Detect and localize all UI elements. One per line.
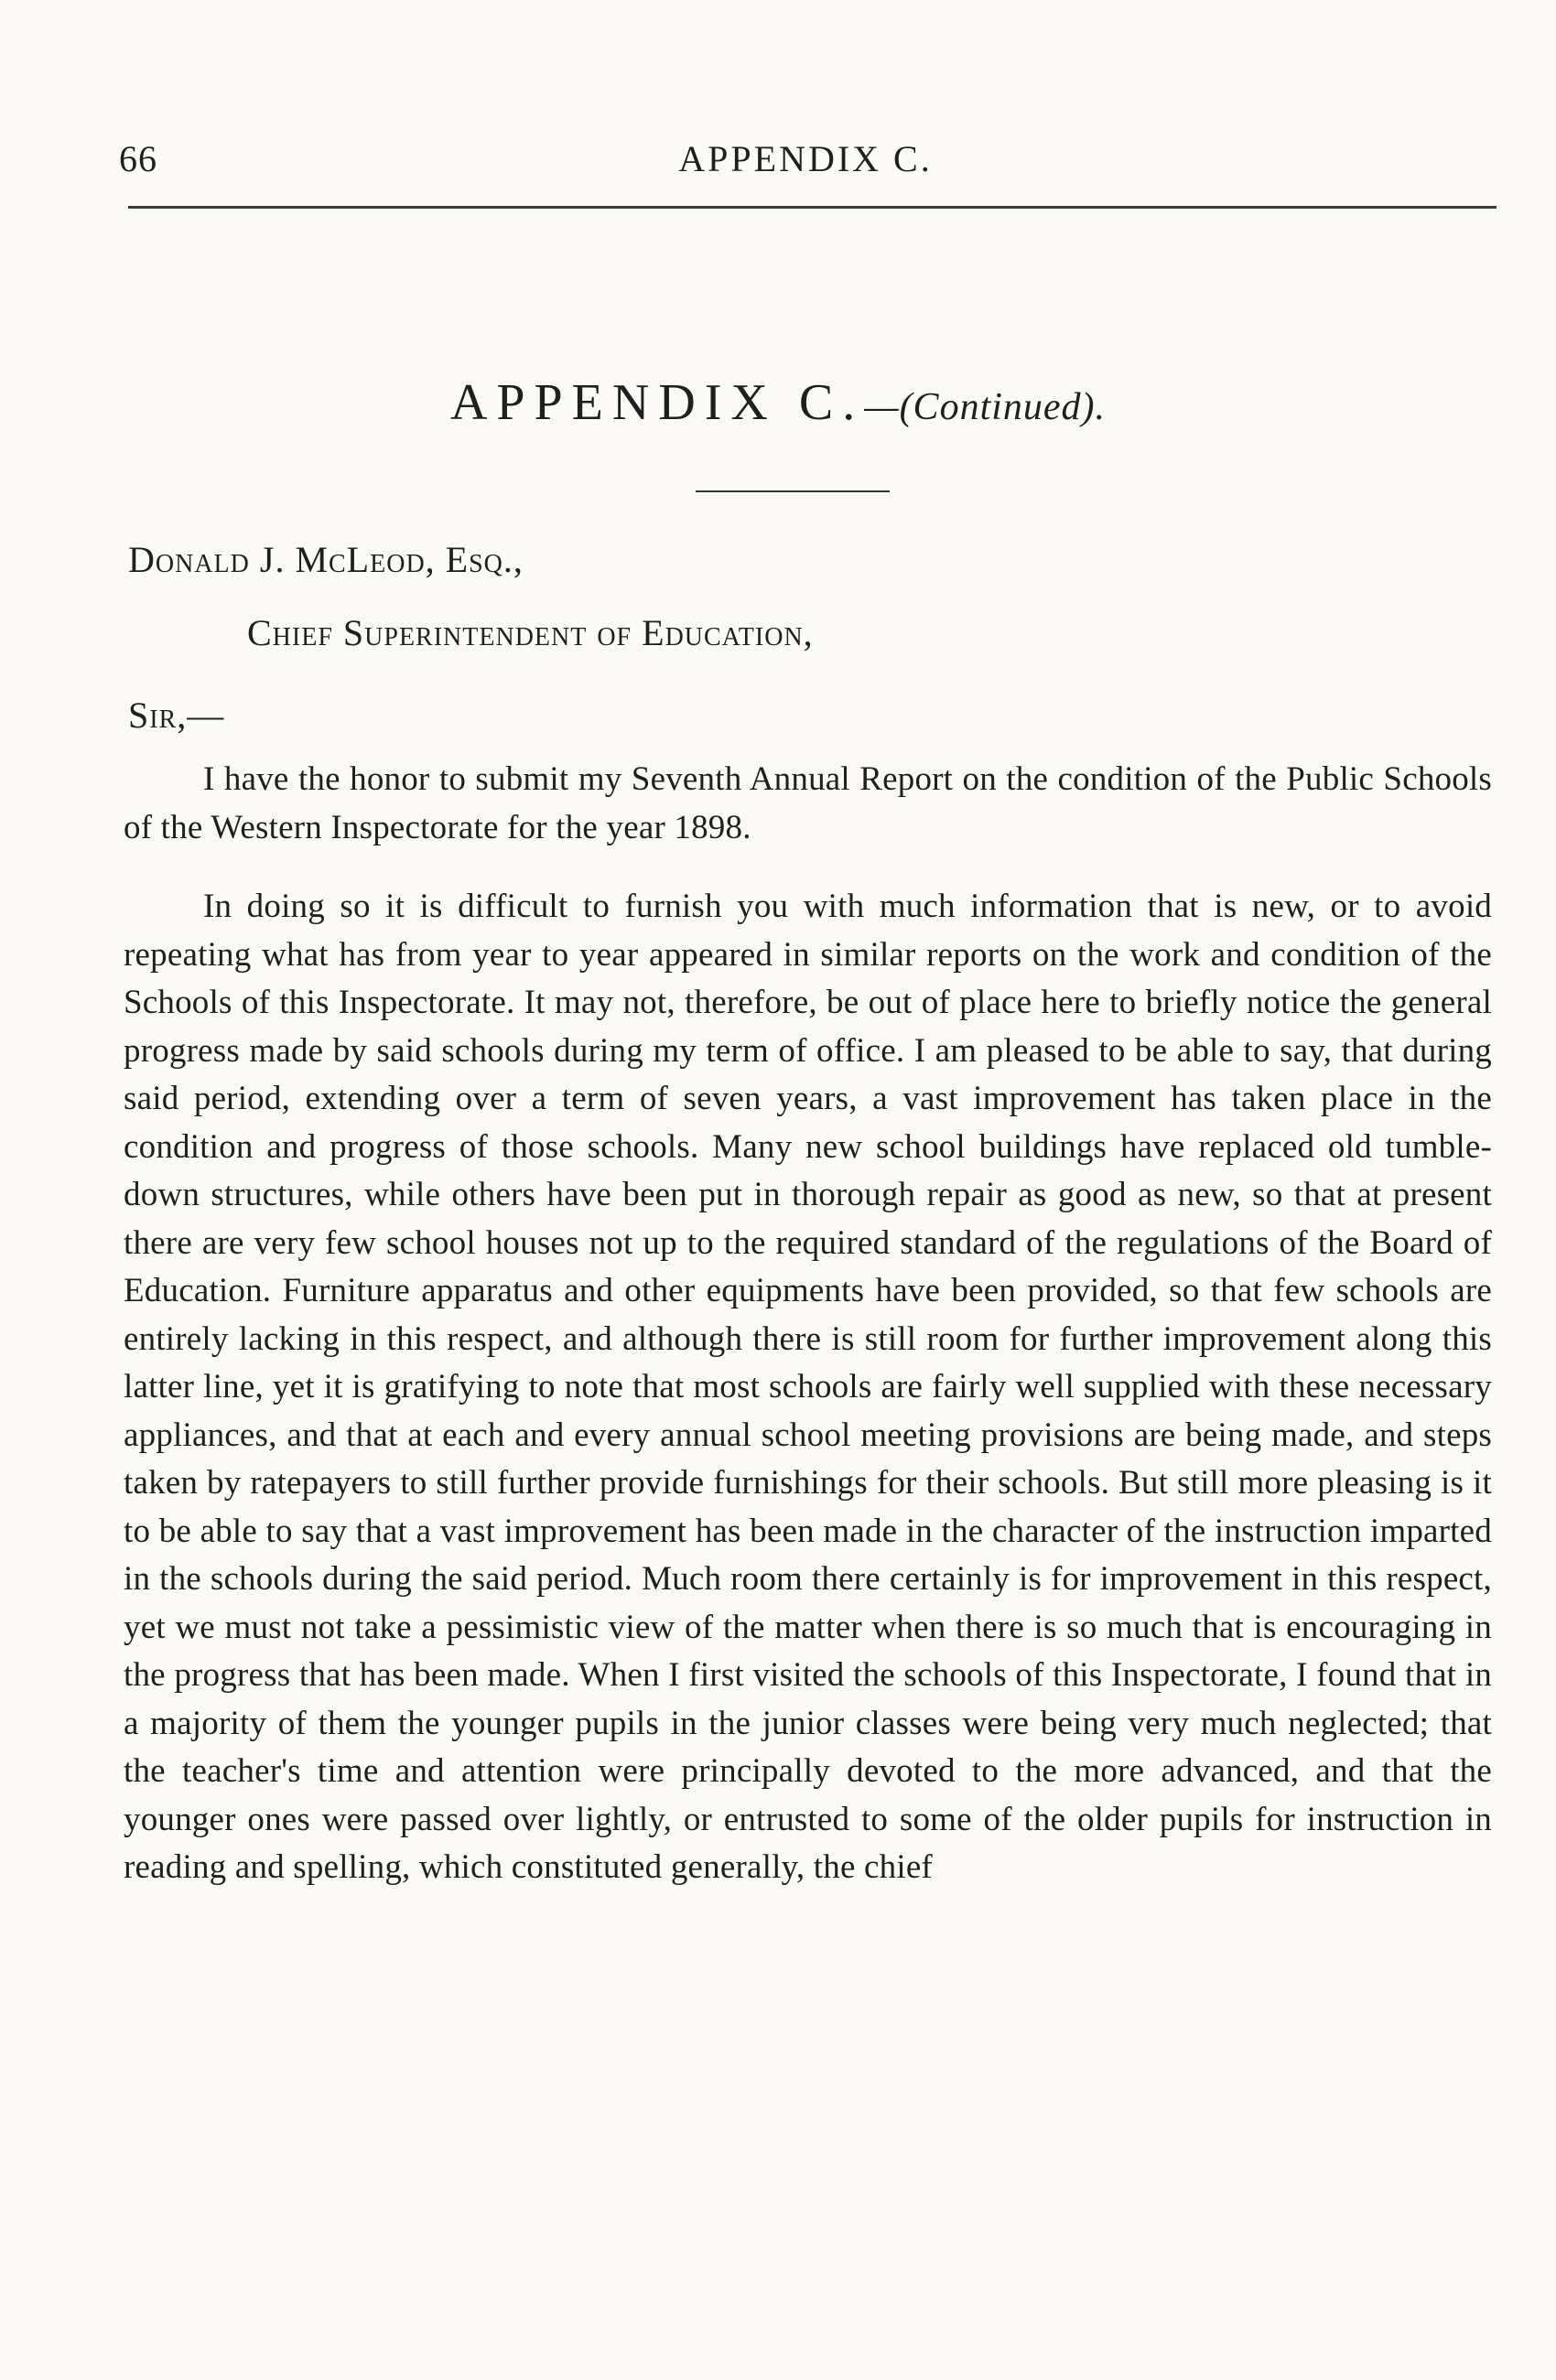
section-title-continued: —(Continued). — [864, 386, 1107, 428]
addressee-office: Chief Superintendent of Education, — [247, 612, 814, 653]
title-rule — [696, 490, 890, 492]
paragraph: In doing so it is difficult to furnish you with much information that is new, or to avoid repeating what has from year to year appeared in similar reports on the work and condition of the Schools of this Inspectorate. It may not, therefore, be out of place here to briefly notice the general progress made by said schools during my term of office. I am pleased to be able to say, that during said period, extending over a term of seven years, a vast improvement has taken place in the condition and progress of those schools. Many new school buildings have replaced old tumble-down structures, while others have been put in thorough repair as good as new, so that at present there are very few school houses not up to the required standard of the regulations of the Board of Education. Furniture apparatus and other equipments have been provided, so that few schools are entirely lacking in this respect, and although there is still room for further improvement along this latter line, yet it is gratifying to note that most schools are fairly well supplied with these necessary appliances, and that at each and every annual school meeting provisions are being made, and steps taken by ratepayers to still further provide furnishings for their schools. But still more pleasing is it to be able to say that a vast improvement has been made in the character of the instruction imparted in the schools during the said period. Much room there certainly is for improvement in this respect, yet we must not take a pessimistic view of the matter when there is so much that is encouraging in the progress that has been made. When I first visited the schools of this Inspectorate, I found that in a majority of them the younger pupils in the junior classes were being very much neglected; that the teacher's time and attention were principally devoted to the more advanced, and that the younger ones were passed over lightly, or entrusted to some of the older pupils for instruction in reading and spelling, which constituted generally, the chief — [124, 888, 1492, 1886]
paragraph: I have the honor to submit my Seventh Annual Report on the condition of the Public Schools of the Western Inspectorate for the year 1898. — [124, 760, 1492, 846]
section-title — [0, 373, 1556, 432]
body-text — [124, 756, 1492, 1892]
page-number: 66 — [119, 138, 157, 179]
header-rule — [128, 206, 1497, 209]
section-title-main: APPENDIX C. — [449, 374, 865, 431]
addressee: Donald J. McLeod, Esq., — [128, 539, 524, 580]
running-head — [119, 137, 1492, 192]
salutation: Sir,— — [128, 695, 225, 736]
running-title: APPENDIX C. — [678, 138, 933, 179]
